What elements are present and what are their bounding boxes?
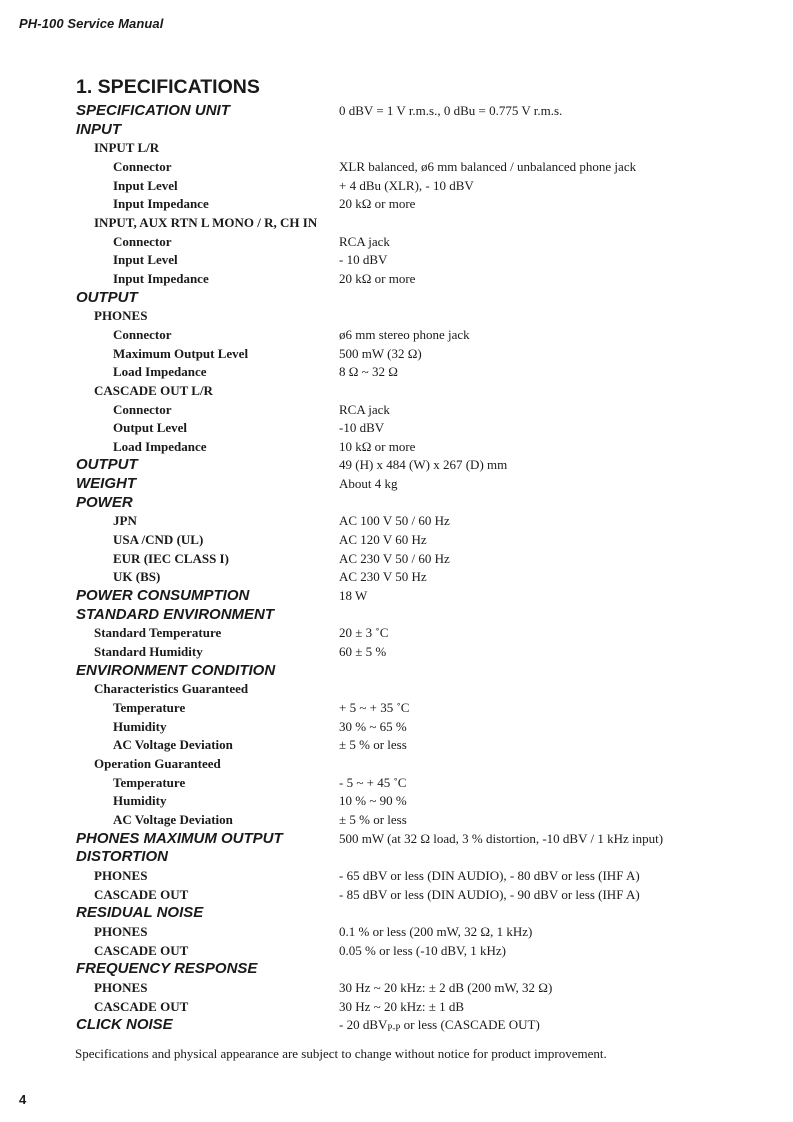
spec-group-label: PHONES (94, 308, 148, 324)
spec-row (0, 475, 793, 494)
spec-item-label: UK (BS) (113, 569, 161, 585)
spec-item-label: Maximum Output Level (113, 345, 249, 361)
spec-value-text: 8 Ω ~ 32 Ω (339, 364, 398, 380)
spec-value (339, 363, 398, 382)
spec-value-text: ± 5 % or less (339, 811, 407, 827)
manual-header-title: PH-100 Service Manual (19, 16, 164, 31)
spec-row (0, 251, 793, 270)
spec-row (0, 998, 793, 1017)
spec-item-label: Load Impedance (113, 364, 207, 380)
spec-row (0, 811, 793, 830)
spec-value (339, 792, 407, 811)
spec-item-label: AC Voltage Deviation (113, 811, 233, 827)
spec-item-label: Input Level (113, 252, 178, 268)
spec-value-text: -10 dBV (339, 420, 385, 436)
spec-item-label: Input Impedance (113, 270, 209, 286)
spec-value (339, 643, 386, 662)
spec-row (0, 680, 793, 699)
spec-value (339, 233, 390, 252)
spec-value (339, 326, 470, 345)
spec-item-label: Temperature (113, 774, 186, 790)
spec-value (339, 438, 415, 457)
spec-value (339, 568, 427, 587)
spec-row (0, 904, 793, 923)
spec-item-label: JPN (113, 513, 137, 529)
spec-row (0, 326, 793, 345)
spec-row (0, 792, 793, 811)
spec-value (339, 419, 384, 438)
spec-row (0, 419, 793, 438)
spec-value-text: 60 ± 5 % (339, 644, 387, 660)
spec-group-label: Standard Humidity (94, 644, 203, 660)
spec-value-suffix: or less (CASCADE OUT) (400, 1017, 540, 1033)
spec-item-label: Output Level (113, 420, 188, 436)
spec-row (0, 531, 793, 550)
spec-value (339, 998, 464, 1017)
spec-row (0, 867, 793, 886)
spec-value (339, 270, 415, 289)
spec-value (339, 886, 640, 905)
spec-row (0, 587, 793, 606)
specifications-list (0, 102, 793, 1035)
spec-category-label: RESIDUAL NOISE (76, 904, 204, 922)
spec-item-label: Temperature (113, 700, 186, 715)
spec-item-label: Connector (113, 326, 172, 342)
spec-row (0, 606, 793, 625)
spec-category-label: DISTORTION (76, 848, 168, 866)
spec-value-text: AC 120 V 60 Hz (339, 532, 427, 548)
spec-group-label: CASCADE OUT (94, 942, 189, 958)
spec-row (0, 755, 793, 774)
spec-row (0, 214, 793, 233)
spec-category-label: OUTPUT (76, 288, 138, 306)
spec-row (0, 121, 793, 140)
spec-value (339, 251, 387, 270)
spec-value-text: 500 mW (32 Ω) (339, 345, 422, 361)
spec-row (0, 923, 793, 942)
spec-value-text: 30 % ~ 65 % (339, 718, 407, 734)
spec-row (0, 456, 793, 475)
spec-category-label: SPECIFICATION UNIT (76, 102, 230, 119)
spec-value (339, 587, 367, 606)
spec-category-label: PHONES MAXIMUM OUTPUT (76, 829, 283, 847)
spec-category-label: OUTPUT (76, 456, 138, 474)
section-title: 1. SPECIFICATIONS (76, 76, 260, 98)
spec-value (339, 979, 552, 998)
spec-row (0, 382, 793, 401)
spec-item-label: Connector (113, 233, 172, 249)
spec-group-label: Standard Temperature (94, 625, 222, 641)
spec-value (339, 942, 506, 961)
spec-value (339, 456, 507, 475)
spec-item-label: EUR (IEC CLASS I) (113, 550, 229, 566)
spec-row (0, 345, 793, 364)
spec-group-label: PHONES (94, 867, 148, 883)
spec-value-text: RCA jack (339, 233, 390, 249)
spec-category-label: WEIGHT (76, 475, 136, 493)
spec-value (339, 531, 427, 550)
spec-value-text: 500 mW (at 32 Ω load, 3 % distortion, -10 dBV / 1 kHz input) (339, 830, 664, 846)
spec-item-label: Humidity (113, 793, 167, 809)
spec-value-text: 20 kΩ or more (339, 196, 416, 212)
spec-row (0, 438, 793, 457)
spec-row (0, 307, 793, 326)
spec-item-label: Load Impedance (113, 438, 207, 454)
spec-category-label: POWER CONSUMPTION (76, 587, 250, 605)
spec-value-text: - 5 ~ + 45 ˚C (339, 774, 407, 790)
page-number: 4 (19, 1092, 27, 1107)
spec-value-text: - 65 dBV or less (DIN AUDIO), - 80 dBV or less (IHF A) (339, 867, 640, 883)
spec-item-label: Input Level (113, 177, 178, 193)
spec-value-text: 10 % ~ 90 % (339, 793, 407, 809)
spec-value (339, 718, 407, 737)
spec-value (339, 102, 562, 121)
spec-value (339, 830, 663, 849)
spec-category-label: ENVIRONMENT CONDITION (76, 661, 276, 679)
spec-category-label: FREQUENCY RESPONSE (76, 960, 258, 978)
spec-value-text: - 20 dBV (339, 1017, 388, 1033)
spec-value-text: 0 dBV = 1 V r.m.s., 0 dBu = 0.775 V r.m.s. (339, 103, 563, 118)
spec-group-label: Characteristics Guaranteed (94, 681, 249, 697)
spec-value-subscript: P-P (387, 1023, 401, 1034)
spec-value (339, 158, 636, 177)
spec-value-text: 10 kΩ or more (339, 438, 416, 454)
spec-category-label: STANDARD ENVIRONMENT (76, 605, 275, 623)
spec-value (339, 867, 640, 886)
spec-group-label: Operation Guaranteed (94, 755, 221, 771)
spec-row (0, 830, 793, 849)
spec-category-label: POWER (76, 493, 133, 511)
spec-item-label: AC Voltage Deviation (113, 737, 233, 753)
spec-row (0, 289, 793, 308)
spec-row (0, 774, 793, 793)
spec-row (0, 102, 793, 121)
spec-value-text: ø6 mm stereo phone jack (339, 326, 470, 342)
spec-row (0, 233, 793, 252)
spec-row (0, 643, 793, 662)
spec-value-text: - 10 dBV (339, 252, 388, 268)
spec-row (0, 1016, 793, 1035)
spec-item-label: Connector (113, 158, 172, 174)
spec-row (0, 195, 793, 214)
spec-row (0, 718, 793, 737)
footnote: Specifications and physical appearance are subject to change without notice for product improvement. (75, 1046, 607, 1061)
spec-value-text: AC 100 V 50 / 60 Hz (339, 513, 450, 529)
spec-row (0, 848, 793, 867)
spec-value (339, 774, 406, 793)
spec-value (339, 811, 407, 830)
spec-value (339, 475, 398, 494)
spec-row (0, 942, 793, 961)
spec-row (0, 139, 793, 158)
spec-value (339, 1016, 540, 1038)
spec-row (0, 979, 793, 998)
spec-group-label: INPUT, AUX RTN L MONO / R, CH IN (94, 214, 318, 230)
spec-row (0, 177, 793, 196)
spec-group-label: CASCADE OUT (94, 998, 189, 1014)
spec-row (0, 624, 793, 643)
spec-item-label: Input Impedance (113, 196, 209, 212)
spec-value-text: 18 W (339, 588, 368, 604)
spec-value-text: + 4 dBu (XLR), - 10 dBV (339, 177, 474, 193)
spec-row (0, 270, 793, 289)
spec-value-text: 0.1 % or less (200 mW, 32 Ω, 1 kHz) (339, 923, 533, 939)
spec-item-label: Connector (113, 401, 172, 417)
spec-group-label: CASCADE OUT L/R (94, 382, 213, 398)
spec-value-text: + 5 ~ + 35 ˚C (339, 700, 410, 715)
spec-value (339, 550, 450, 569)
spec-value (339, 401, 390, 420)
spec-group-label: CASCADE OUT (94, 886, 189, 902)
spec-row (0, 550, 793, 569)
spec-value-text: AC 230 V 50 / 60 Hz (339, 550, 450, 566)
spec-row (0, 158, 793, 177)
spec-value (339, 736, 407, 755)
spec-value (339, 923, 532, 942)
spec-category-label: INPUT (76, 120, 121, 138)
spec-item-label: USA /CND (UL) (113, 532, 204, 548)
spec-value-text: About 4 kg (339, 476, 398, 492)
spec-value-text: 0.05 % or less (-10 dBV, 1 kHz) (339, 942, 506, 958)
spec-value-text: XLR balanced, ø6 mm balanced / unbalanced phone jack (339, 158, 637, 174)
spec-value-text: RCA jack (339, 401, 390, 417)
spec-value (339, 345, 422, 364)
spec-value (339, 699, 409, 718)
spec-value-text: - 85 dBV or less (DIN AUDIO), - 90 dBV or less (IHF A) (339, 886, 640, 902)
spec-item-label: Humidity (113, 718, 167, 734)
spec-row (0, 568, 793, 587)
spec-group-label: PHONES (94, 979, 148, 995)
spec-value (339, 512, 450, 531)
spec-group-label: PHONES (94, 923, 148, 939)
spec-row (0, 662, 793, 681)
spec-value (339, 195, 415, 214)
spec-value-text: AC 230 V 50 Hz (339, 569, 427, 585)
spec-value-text: 20 kΩ or more (339, 270, 416, 286)
spec-value-text: 30 Hz ~ 20 kHz: ± 1 dB (339, 998, 465, 1014)
spec-value (339, 177, 474, 196)
spec-row (0, 699, 793, 718)
spec-category-label: CLICK NOISE (76, 1016, 173, 1034)
spec-row (0, 736, 793, 755)
spec-value-text: 49 (H) x 484 (W) x 267 (D) mm (339, 457, 508, 473)
spec-group-label: INPUT L/R (94, 140, 160, 156)
spec-row (0, 886, 793, 905)
spec-value-text: 20 ± 3 ˚C (339, 625, 389, 641)
spec-row (0, 960, 793, 979)
spec-row (0, 401, 793, 420)
spec-row (0, 512, 793, 531)
spec-value-text: ± 5 % or less (339, 737, 407, 753)
spec-value-text: 30 Hz ~ 20 kHz: ± 2 dB (200 mW, 32 Ω) (339, 979, 553, 995)
spec-row (0, 363, 793, 382)
spec-row (0, 494, 793, 513)
spec-value (339, 624, 388, 643)
